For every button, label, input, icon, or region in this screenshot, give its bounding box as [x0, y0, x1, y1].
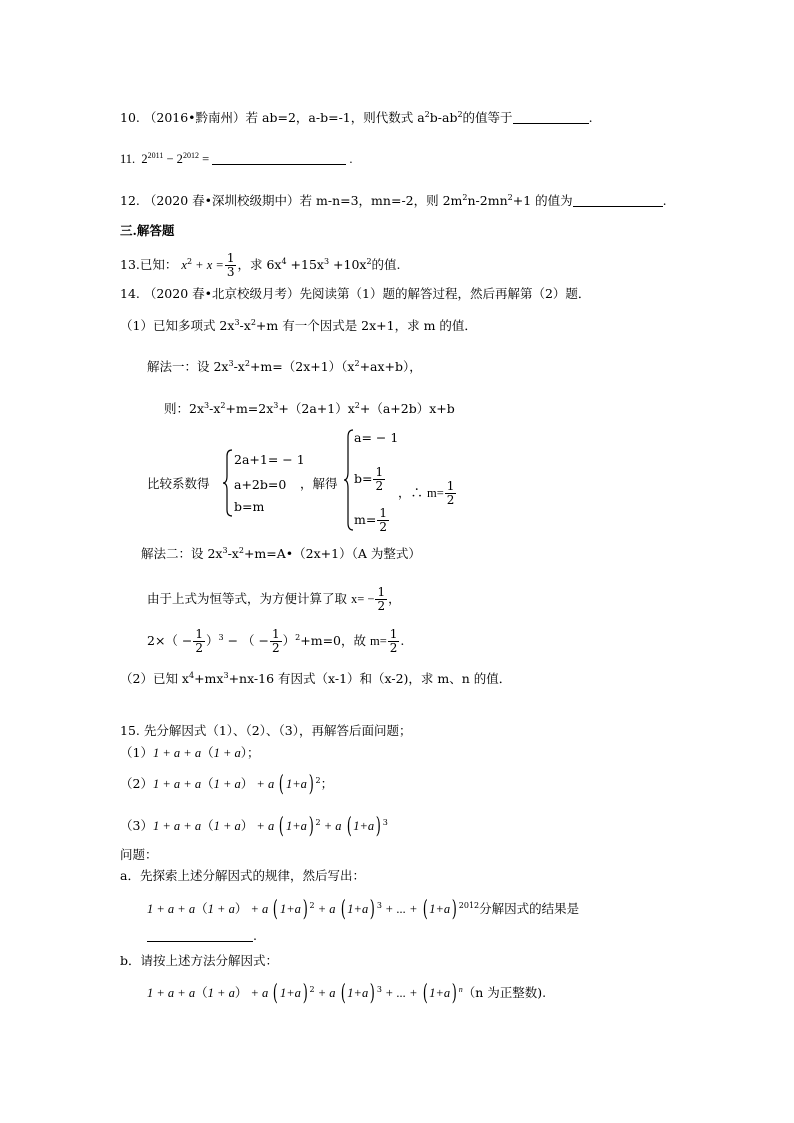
- q15-question-a: a．先探索上述分解因式的规律，然后写出：: [120, 868, 365, 883]
- question-12: 12. （2020 春•深圳校级期中）若 m-n=3，mn=-2，则 $2m^2n-2mn^2+1$ 的值为 .: [120, 193, 667, 208]
- solution-a: a= − 1: [354, 430, 399, 445]
- question-10: 10. （2016•黔南州）若 ab=2，a-b=-1，则代数式 $a^2b-ab^2$的值等于 .: [120, 110, 593, 125]
- method1-setup: 解法一：设 $2x^3-x^2+m=(2x+1)(x^2+ax+b)$，: [147, 359, 422, 374]
- q15-expression-a: 1 + a + a（1 + a） + a ( 1+a) $^2$ + a ( 1+a) $^3$ + ... + ( 1+a) $^{2012}$分解因式的结果是: [147, 897, 580, 922]
- answer-blank-12[interactable]: [573, 194, 663, 207]
- question-14-part1: （1）已知多项式 $2x^3-x^2+m$ 有一个因式是 2x+1，求 m 的值．: [120, 318, 477, 333]
- q15-expression-b: 1 + a + a（1 + a） + a ( 1+a) $^2$ + a ( 1+a) $^3$ + ... + ( 1+a) $^n$（n 为正整数).: [147, 981, 547, 1006]
- system-eq-2: a+2b=0: [234, 477, 287, 492]
- therefore-result: ，∴ m= $\frac{1}{2}$: [398, 479, 455, 507]
- q15-item-1: （1）1 + a + a（1 + a）；: [120, 745, 260, 760]
- method2-substitute: 2×（ − $\frac{1}{2}$ ）$^3$ − （ − $\frac{1}{2}$ ）$^2$+m=0，故 m= $\frac{1}{2}$ .: [147, 627, 405, 655]
- question-11: 11. $2^{2011} - 2^{2012}$ = .: [120, 151, 353, 166]
- left-brace-1: [222, 448, 234, 518]
- method2-setup: 解法二：设 $2x^3-x^2+m=A•(2x+1)(A$ 为整式）: [141, 546, 421, 561]
- question-14-part2: （2）已知 $x^4+mx^3+nx-16$ 有因式（x-1）和（x-2)，求 m、n 的值．: [120, 671, 512, 686]
- question-15-title: 15. 先分解因式（1）、（2）、（3），再解答后面问题；: [120, 723, 412, 738]
- question-14-title: 14. （2020 春•北京校级月考）先阅读第（1）题的解答过程，然后再解第（2）题．: [120, 286, 591, 301]
- q15-item-3: （3）1 + a + a（1 + a） + a ( 1+a) $^2$ + a ( 1+a) $^3$: [120, 814, 388, 839]
- solution-b: b= $\frac{1}{2}$: [354, 465, 384, 493]
- answer-blank-11[interactable]: [212, 152, 346, 165]
- answer-blank-10[interactable]: [513, 111, 589, 124]
- system-eq-1: 2a+1= − 1: [234, 452, 305, 467]
- answer-blank-15a[interactable]: [147, 929, 253, 942]
- wenti-label: 问题：: [120, 847, 158, 862]
- q15-question-b: b．请按上述方法分解因式：: [120, 953, 279, 968]
- solve-label: ，解得: [300, 476, 338, 491]
- q15-answer-line-a: .: [147, 928, 257, 944]
- compare-lead: 比较系数得: [147, 476, 210, 491]
- method1-expand: 则：$2x^3-x^2+m=2x^3+(2a+1)x^2+(a+2b)x+b$: [164, 401, 455, 416]
- solution-m: m= $\frac{1}{2}$: [354, 506, 387, 534]
- q15-item-2: （2）1 + a + a（1 + a） + a ( 1+a) $^2$；: [120, 772, 334, 797]
- question-13: 13.已知： $x^2 + x$ = $\frac{1}{3}$ ，求 $6x^4 +15x^3 +10x^2$的值.: [120, 251, 401, 279]
- method2-choose-x: 由于上式为恒等式，为方便计算了取 x= − $\frac{1}{2}$ ，: [147, 585, 401, 613]
- system-eq-3: b=m: [234, 499, 265, 514]
- section-heading: 三.解答题: [120, 223, 175, 238]
